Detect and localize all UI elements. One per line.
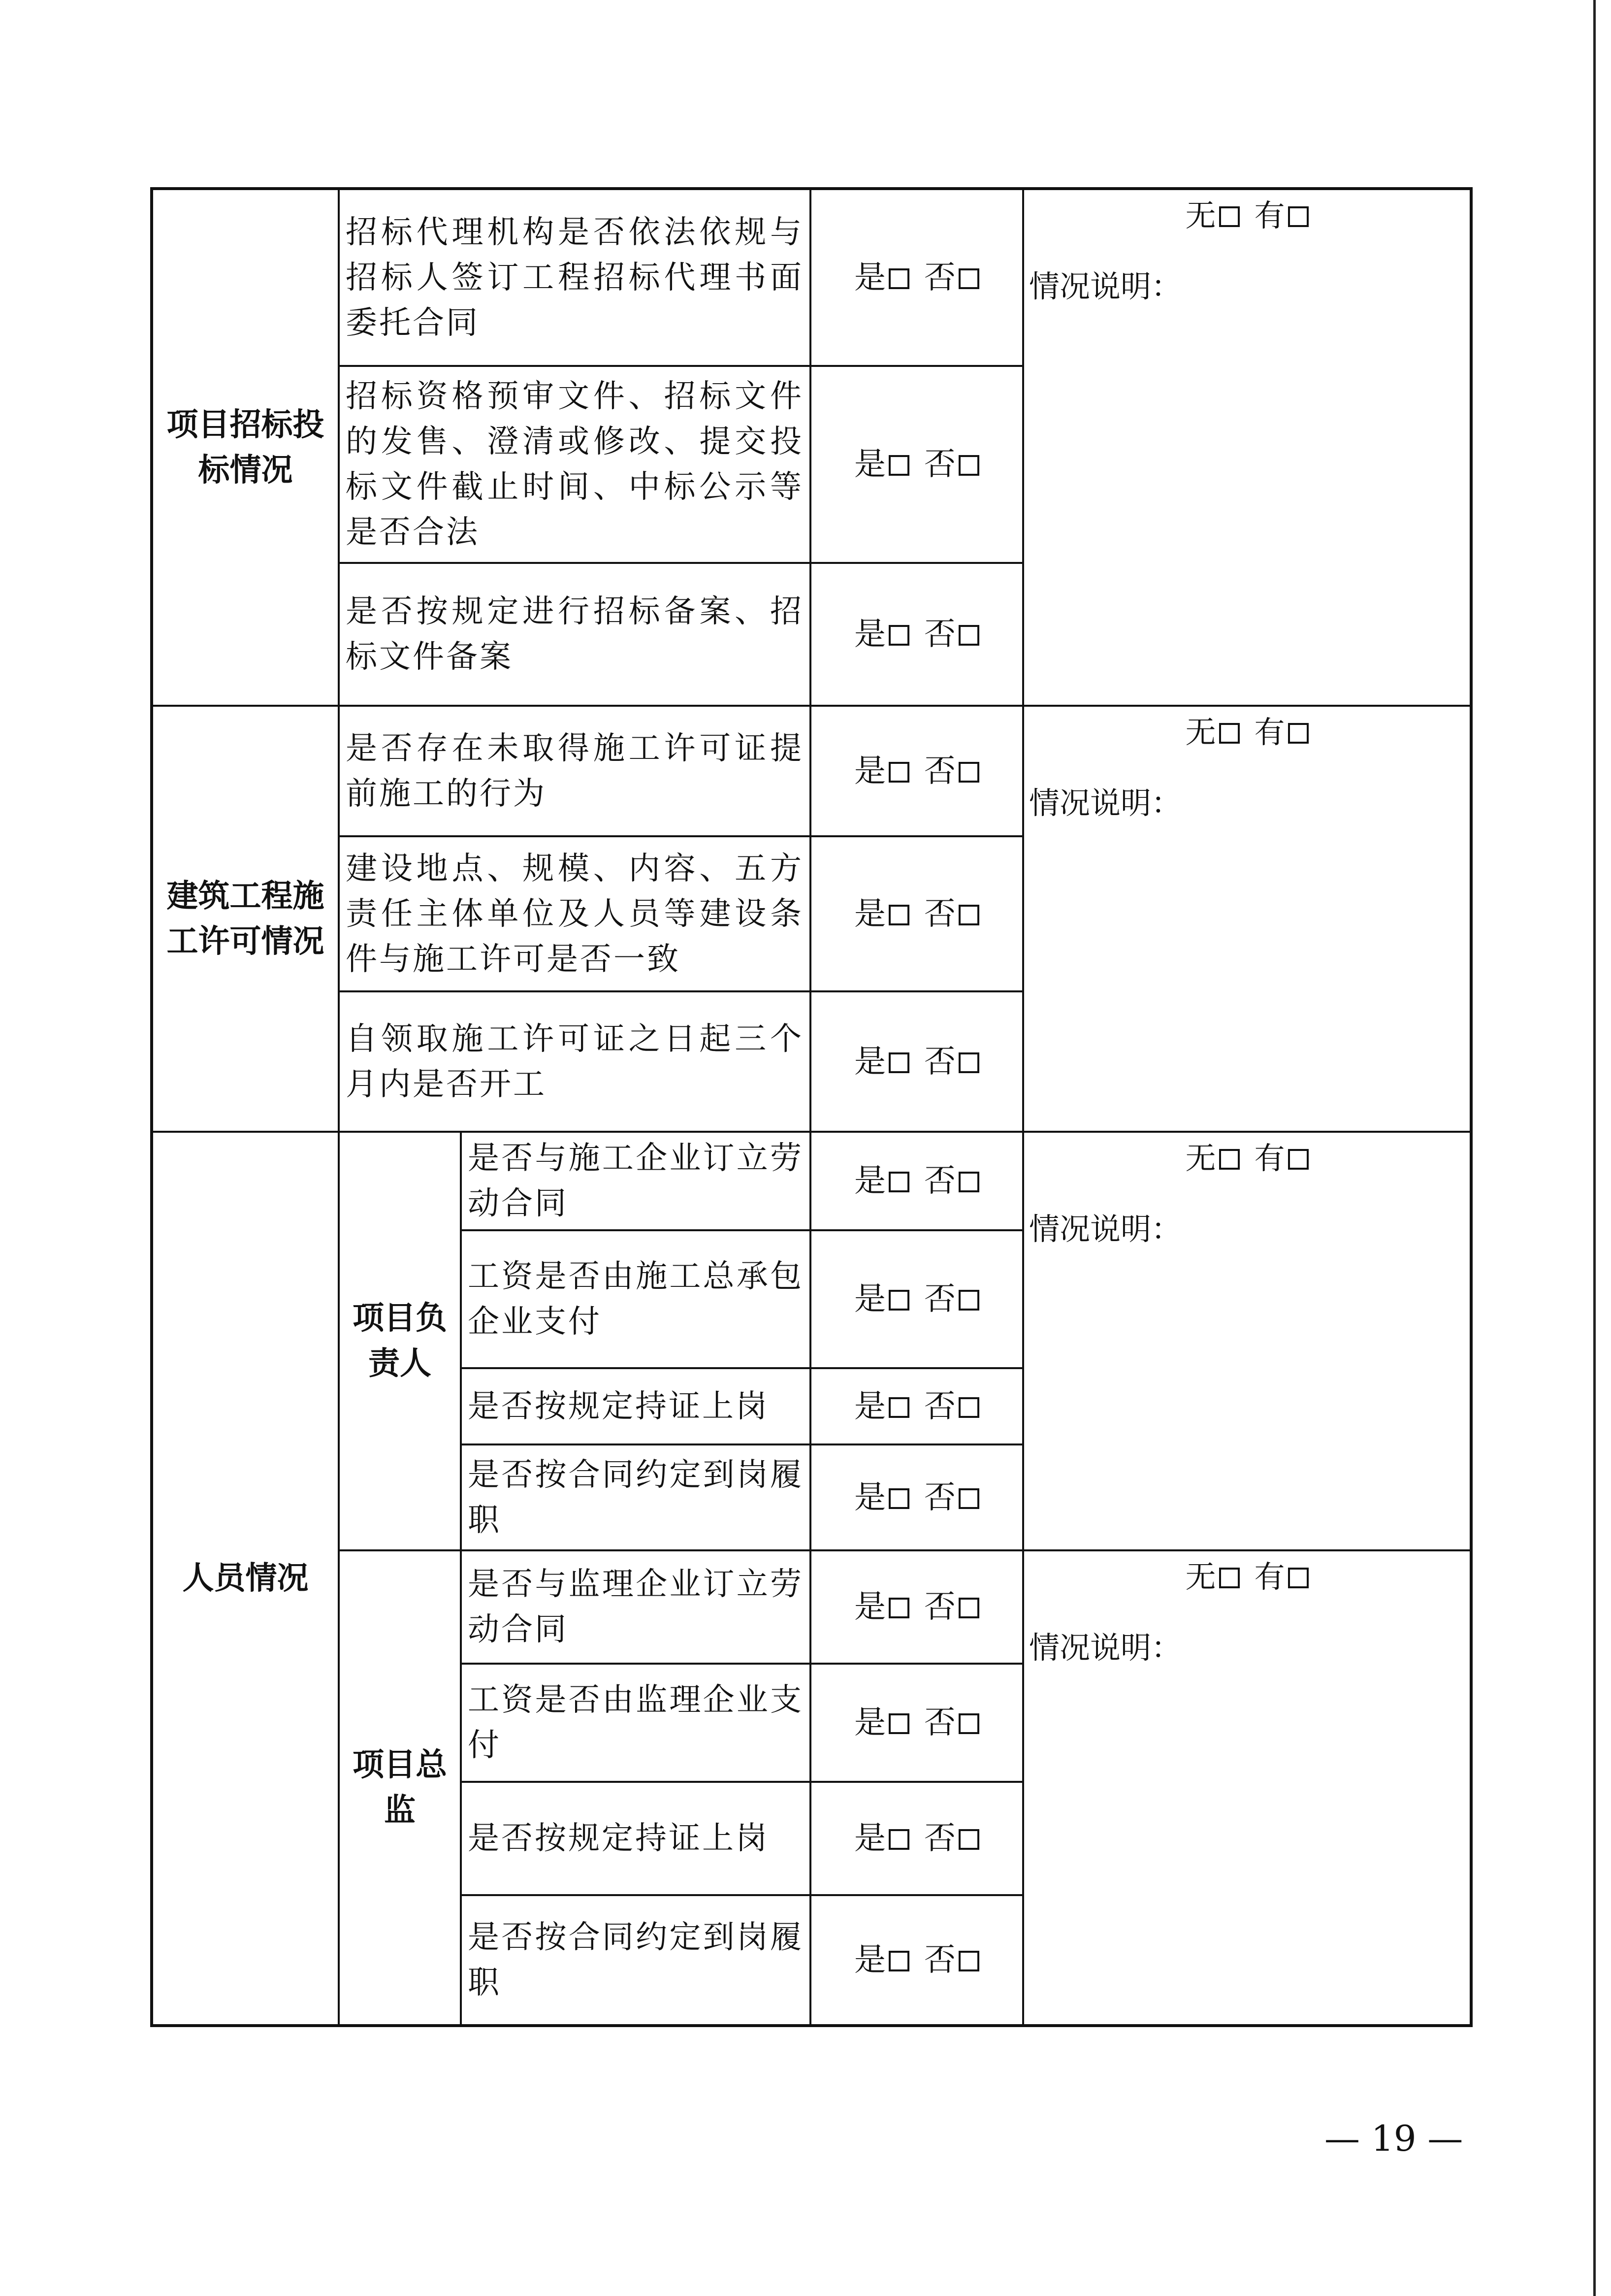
yes-checkbox[interactable] (889, 1397, 909, 1418)
note-label: 情况说明： (1029, 1211, 1182, 1247)
none-checkbox[interactable] (1219, 1149, 1240, 1170)
no-checkbox[interactable] (959, 1488, 979, 1509)
check-item: 是否与施工企业订立劳动合同 (461, 1132, 810, 1230)
no-checkbox[interactable] (959, 762, 979, 783)
no-checkbox[interactable] (959, 1052, 979, 1073)
section-title-personnel: 人员情况 (152, 1132, 339, 2026)
yes-no-choice: 是 否 (810, 1895, 1023, 2026)
have-checkbox[interactable] (1288, 1568, 1309, 1588)
form-page (150, 187, 1470, 2027)
yes-checkbox[interactable] (889, 1829, 909, 1850)
check-item: 招标代理机构是否依法依规与招标人签订工程招标代理书面委托合同 (339, 189, 810, 366)
section-title-bidding: 项目招标投标情况 (152, 189, 339, 706)
yes-checkbox[interactable] (889, 1713, 909, 1734)
table-row (152, 1550, 1471, 1664)
yes-no-choice: 是 否 (810, 563, 1023, 706)
check-item: 是否存在未取得施工许可证提前施工的行为 (339, 706, 810, 836)
yes-checkbox[interactable] (889, 1052, 909, 1073)
yes-no-choice: 是 否 (810, 1368, 1023, 1444)
have-checkbox[interactable] (1288, 1149, 1309, 1170)
yes-checkbox[interactable] (889, 1951, 909, 1971)
no-checkbox[interactable] (959, 1713, 979, 1734)
no-checkbox[interactable] (959, 1951, 979, 1971)
yes-no-choice: 是 否 (810, 1782, 1023, 1895)
yes-checkbox[interactable] (889, 1598, 909, 1618)
check-item: 是否按规定持证上岗 (461, 1368, 810, 1444)
note-cell: 无 有 情况说明： (1023, 1132, 1471, 1550)
check-item: 自领取施工许可证之日起三个月内是否开工 (339, 991, 810, 1132)
check-item: 建设地点、规模、内容、五方责任主体单位及人员等建设条件与施工许可是否一致 (339, 836, 810, 991)
page-edge-line (1593, 0, 1596, 2296)
table-row (152, 189, 1471, 366)
have-checkbox[interactable] (1288, 723, 1309, 744)
yes-checkbox[interactable] (889, 1172, 909, 1192)
yes-checkbox[interactable] (889, 455, 909, 476)
note-cell: 无 有 情况说明： (1023, 1550, 1471, 2026)
yes-no-choice: 是 否 (810, 1664, 1023, 1782)
have-checkbox[interactable] (1288, 206, 1309, 227)
no-checkbox[interactable] (959, 625, 979, 646)
yes-no-choice: 是 否 (810, 1230, 1023, 1368)
yes-checkbox[interactable] (889, 762, 909, 783)
no-checkbox[interactable] (959, 1397, 979, 1418)
no-checkbox[interactable] (959, 268, 979, 289)
check-item: 是否按规定持证上岗 (461, 1782, 810, 1895)
note-cell: 无 有 情况说明： (1023, 189, 1471, 706)
no-checkbox[interactable] (959, 1172, 979, 1192)
table-row (152, 706, 1471, 836)
no-checkbox[interactable] (959, 1598, 979, 1618)
yes-no-choice: 是 否 (810, 991, 1023, 1132)
yes-no-choice: 是 否 (810, 836, 1023, 991)
no-checkbox[interactable] (959, 455, 979, 476)
yes-no-choice: 是 否 (810, 706, 1023, 836)
check-item: 是否与监理企业订立劳动合同 (461, 1550, 810, 1664)
note-label: 情况说明： (1029, 785, 1182, 821)
yes-no-choice: 是 否 (810, 366, 1023, 563)
none-checkbox[interactable] (1219, 1568, 1240, 1588)
none-checkbox[interactable] (1219, 723, 1240, 744)
no-checkbox[interactable] (959, 1829, 979, 1850)
check-item: 工资是否由施工总承包企业支付 (461, 1230, 810, 1368)
yes-checkbox[interactable] (889, 625, 909, 646)
none-checkbox[interactable] (1219, 206, 1240, 227)
no-checkbox[interactable] (959, 905, 979, 925)
yes-no-choice: 是 否 (810, 1550, 1023, 1664)
table-row (152, 1132, 1471, 1230)
check-item: 是否按合同约定到岗履职 (461, 1895, 810, 2026)
no-checkbox[interactable] (959, 1290, 979, 1311)
check-item: 是否按规定进行招标备案、招标文件备案 (339, 563, 810, 706)
yes-checkbox[interactable] (889, 1488, 909, 1509)
check-item: 招标资格预审文件、招标文件的发售、澄清或修改、提交投标文件截止时间、中标公示等是否合法 (339, 366, 810, 563)
yes-checkbox[interactable] (889, 905, 909, 925)
sub-title-manager: 项目负责人 (339, 1132, 461, 1550)
yes-checkbox[interactable] (889, 268, 909, 289)
check-item: 是否按合同约定到岗履职 (461, 1444, 810, 1550)
sub-title-supervisor: 项目总监 (339, 1550, 461, 2026)
yes-no-choice: 是 否 (810, 1132, 1023, 1230)
yes-no-choice: 是 否 (810, 1444, 1023, 1550)
yes-no-choice: 是 否 (810, 189, 1023, 366)
note-label: 情况说明： (1029, 1630, 1182, 1666)
yes-checkbox[interactable] (889, 1290, 909, 1311)
note-label: 情况说明： (1029, 268, 1182, 304)
inspection-table (150, 187, 1473, 2027)
check-item: 工资是否由监理企业支付 (461, 1664, 810, 1782)
page-number: — 19 — (1324, 2118, 1463, 2159)
section-title-permit: 建筑工程施工许可情况 (152, 706, 339, 1132)
note-cell: 无 有 情况说明： (1023, 706, 1471, 1132)
